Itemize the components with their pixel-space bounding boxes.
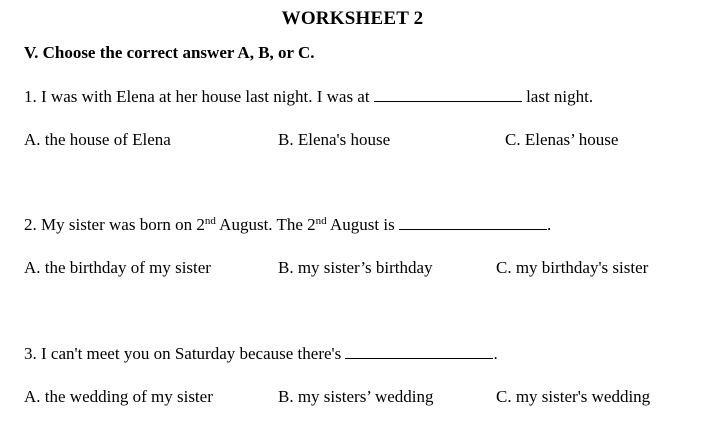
question-2-text-part3: August is <box>326 215 395 234</box>
question-2-option-c[interactable]: C. my birthday's sister <box>496 258 649 277</box>
question-2-text-part1: 2. My sister was born on 2 <box>24 215 205 234</box>
answer-blank-2[interactable] <box>399 214 547 230</box>
answer-blank-3[interactable] <box>345 343 493 359</box>
question-1-text: 1. I was with Elena at her house last night. I was at <box>24 87 370 106</box>
question-3-option-a[interactable]: A. the wedding of my sister <box>24 387 213 406</box>
question-1 <box>24 86 593 108</box>
question-1-option-c[interactable]: C. Elenas’ house <box>505 130 619 149</box>
question-2-text-part2: August. The 2 <box>215 215 316 234</box>
question-2-option-b[interactable]: B. my sister’s birthday <box>278 258 433 277</box>
question-1-option-b[interactable]: B. Elena's house <box>278 130 391 149</box>
question-3 <box>24 343 498 365</box>
question-1-option-a[interactable]: A. the house of Elena <box>24 130 171 149</box>
question-3-option-c[interactable]: C. my sister's wedding <box>496 387 651 406</box>
question-3-text: 3. I can't meet you on Saturday because there's <box>24 344 342 363</box>
answer-blank-1[interactable] <box>374 86 522 102</box>
question-3-text-after: . <box>493 344 498 363</box>
question-2 <box>24 214 551 236</box>
instruction-heading: V. Choose the correct answer A, B, or C. <box>24 43 315 62</box>
question-2-option-a[interactable]: A. the birthday of my sister <box>24 258 211 277</box>
question-1-text-after: last night. <box>526 87 594 106</box>
question-2-ordinal-2: nd <box>315 215 327 227</box>
question-3-option-b[interactable]: B. my sisters’ wedding <box>278 387 434 406</box>
worksheet-title: WORKSHEET 2 <box>281 8 424 29</box>
question-2-ordinal-1: nd <box>204 215 216 227</box>
question-2-text-after: . <box>546 215 552 234</box>
